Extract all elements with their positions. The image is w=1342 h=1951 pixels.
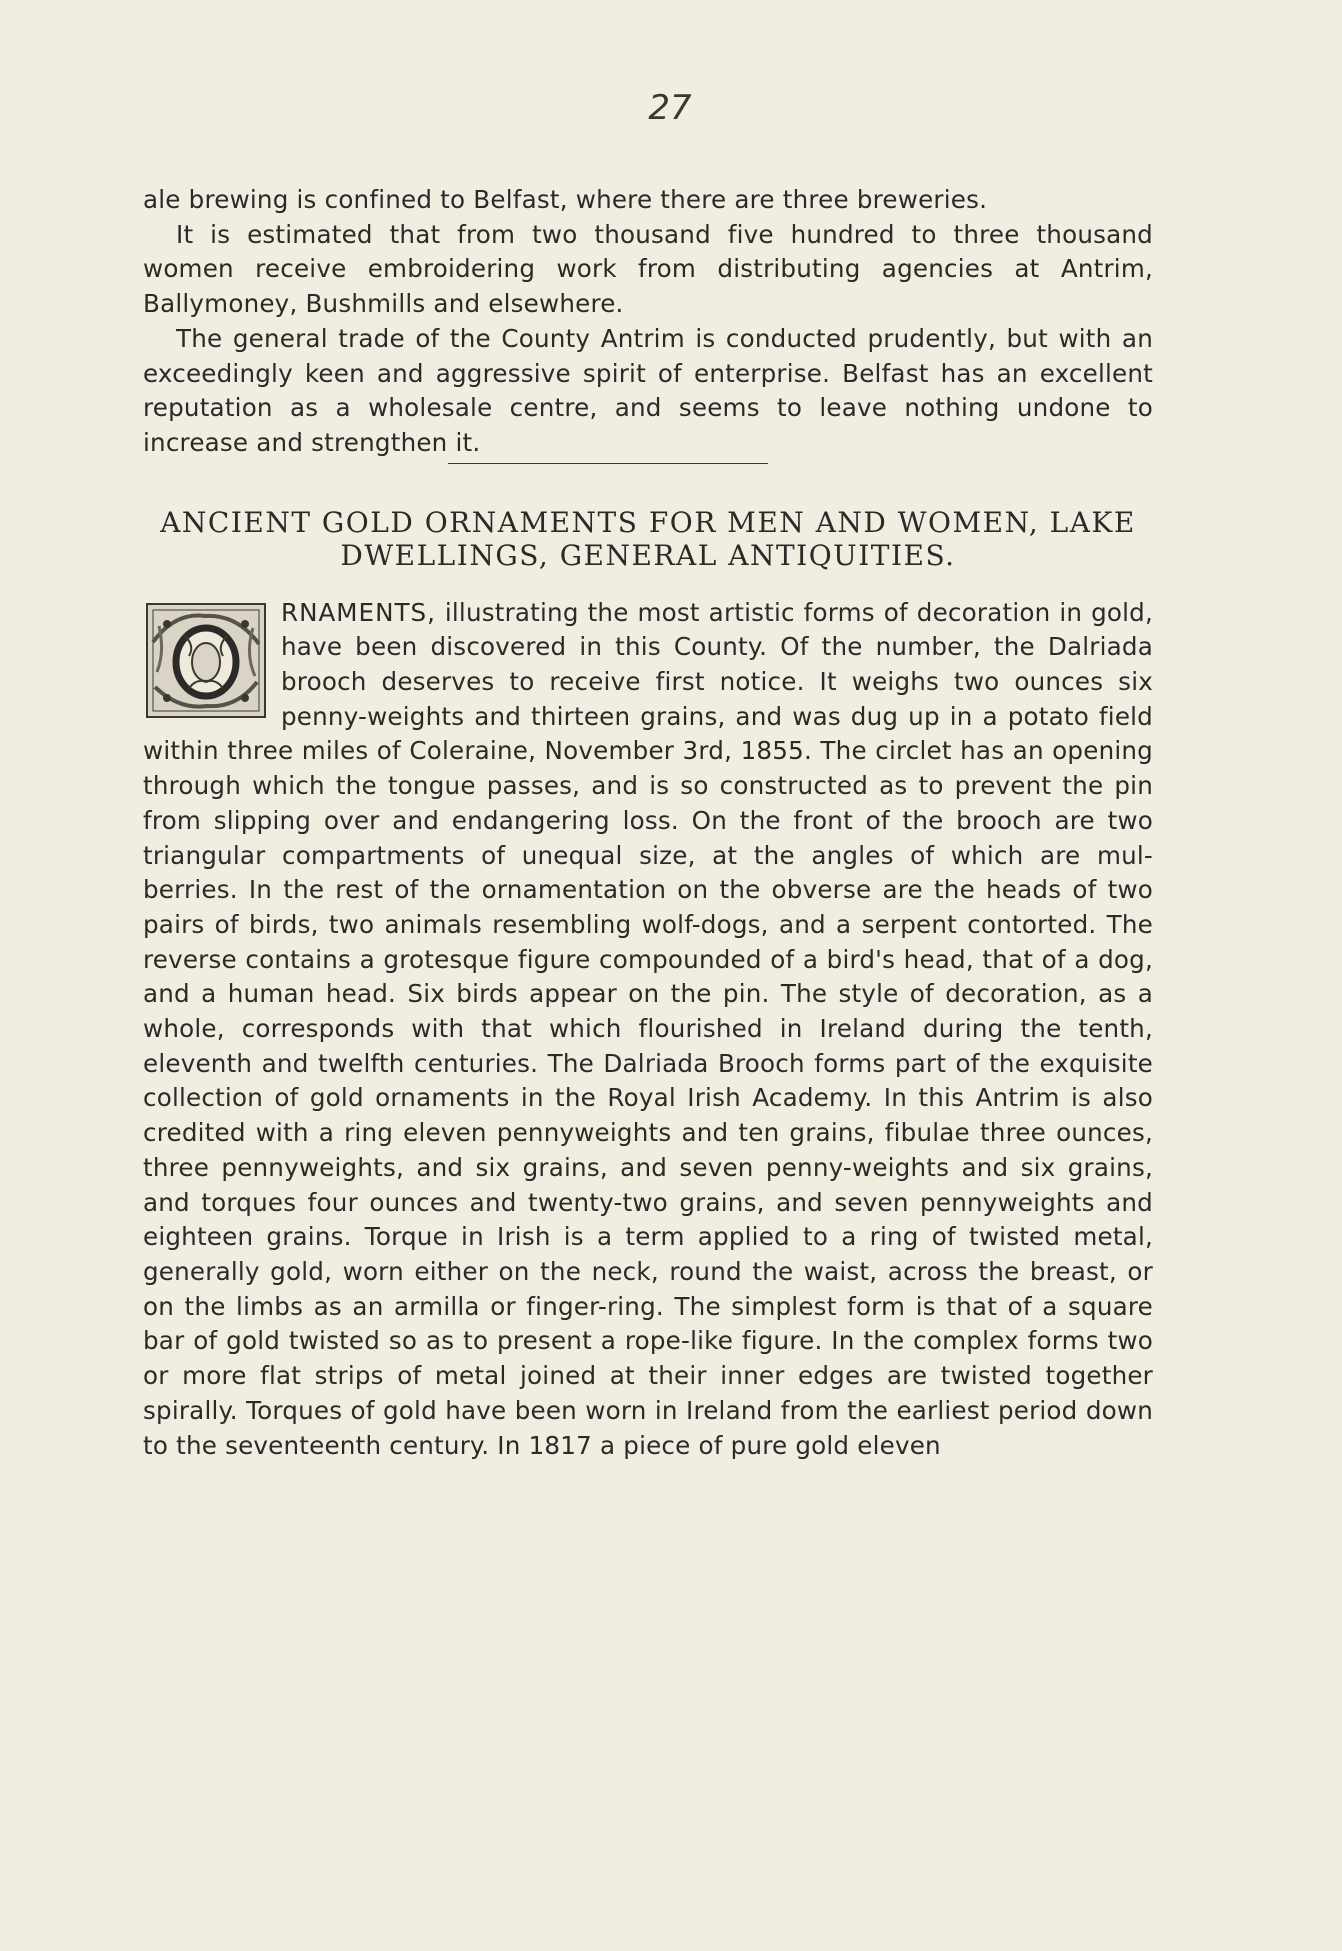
text-column: [143, 183, 1153, 1463]
paragraph-embroidering: It is estimated that from two thousand five hundred to three thousand women receive embroidering work from distributing agencies at Antrim, Ballymoney, Bushmills and elsewhere.: [143, 219, 1153, 319]
section-divider: [448, 463, 768, 464]
page-number: 27: [648, 88, 692, 128]
ornamental-drop-cap: [145, 602, 267, 719]
paragraph-breweries: ale brewing is confined to Belfast, where there are three breweries.: [143, 185, 988, 214]
drop-cap-o-icon: [145, 602, 267, 719]
ornaments-text: illustrating the most artistic forms of decoration in gold, have been discovered in this County. Of the number, the Dalriada brooch deserves to receive first notice. It weighs two ounces six penny-weights and thirteen grains, and was dug up in a potato field within three miles of Coleraine, November 3rd, 1855. The circlet has an opening through which the tongue passes, and is so constructed as to prevent the pin from slipping over and endangering loss. On the front of the brooch are two triangular compartments of unequal size, at the angles of which are mul-berries. In the rest of the ornamentation on the obverse are the heads of two pairs of birds, two animals resembling wolf-dogs, and a serpent contorted. The reverse contains a grotesque figure compounded of a bird's head, that of a dog, and a human head. Six birds appear on the pin. The style of decoration, as a whole, corresponds with that which flourished in Ireland during the tenth, eleventh and twelfth centuries. The Dalriada Brooch forms part of the exquisite collection of gold ornaments in the Royal Irish Academy. In this Antrim is also credited with a ring eleven pennyweights and ten grains, fibulae three ounces, three pennyweights, and six grains, and seven penny-weights and six grains, and torques four ounces and twenty-two grains, and seven pennyweights and eighteen grains. Torque in Irish is a term applied to a ring of twisted metal, generally gold, worn either on the neck, round the waist, across the breast, or on the limbs as an armilla or finger-ring. The simplest form is that of a square bar of gold twisted so as to present a rope-like figure. In the complex forms two or more flat strips of metal joined at their inner edges are twisted together spirally. Torques of gold have been worn in Ireland from the earliest period down to the seventeenth century. In 1817 a piece of pure gold eleven: [143, 597, 1153, 1460]
first-word: RNAMENTS,: [281, 597, 436, 627]
ornaments-paragraph: [143, 596, 1153, 1464]
section-heading: ANCIENT GOLD ORNAMENTS FOR MEN AND WOMEN, LAKE DWELLINGS, GENERAL ANTIQUITIES.: [160, 505, 1136, 572]
section-body: [143, 596, 1153, 1464]
paragraph-general-trade: The general trade of the County Antrim is conducted prudently, but with an exceedingly keen and aggressive spirit of enterprise. Belfast has an excellent reputation as a wholesale centre, and seems to leave nothing undone to increase and strengthen it.: [143, 323, 1153, 457]
